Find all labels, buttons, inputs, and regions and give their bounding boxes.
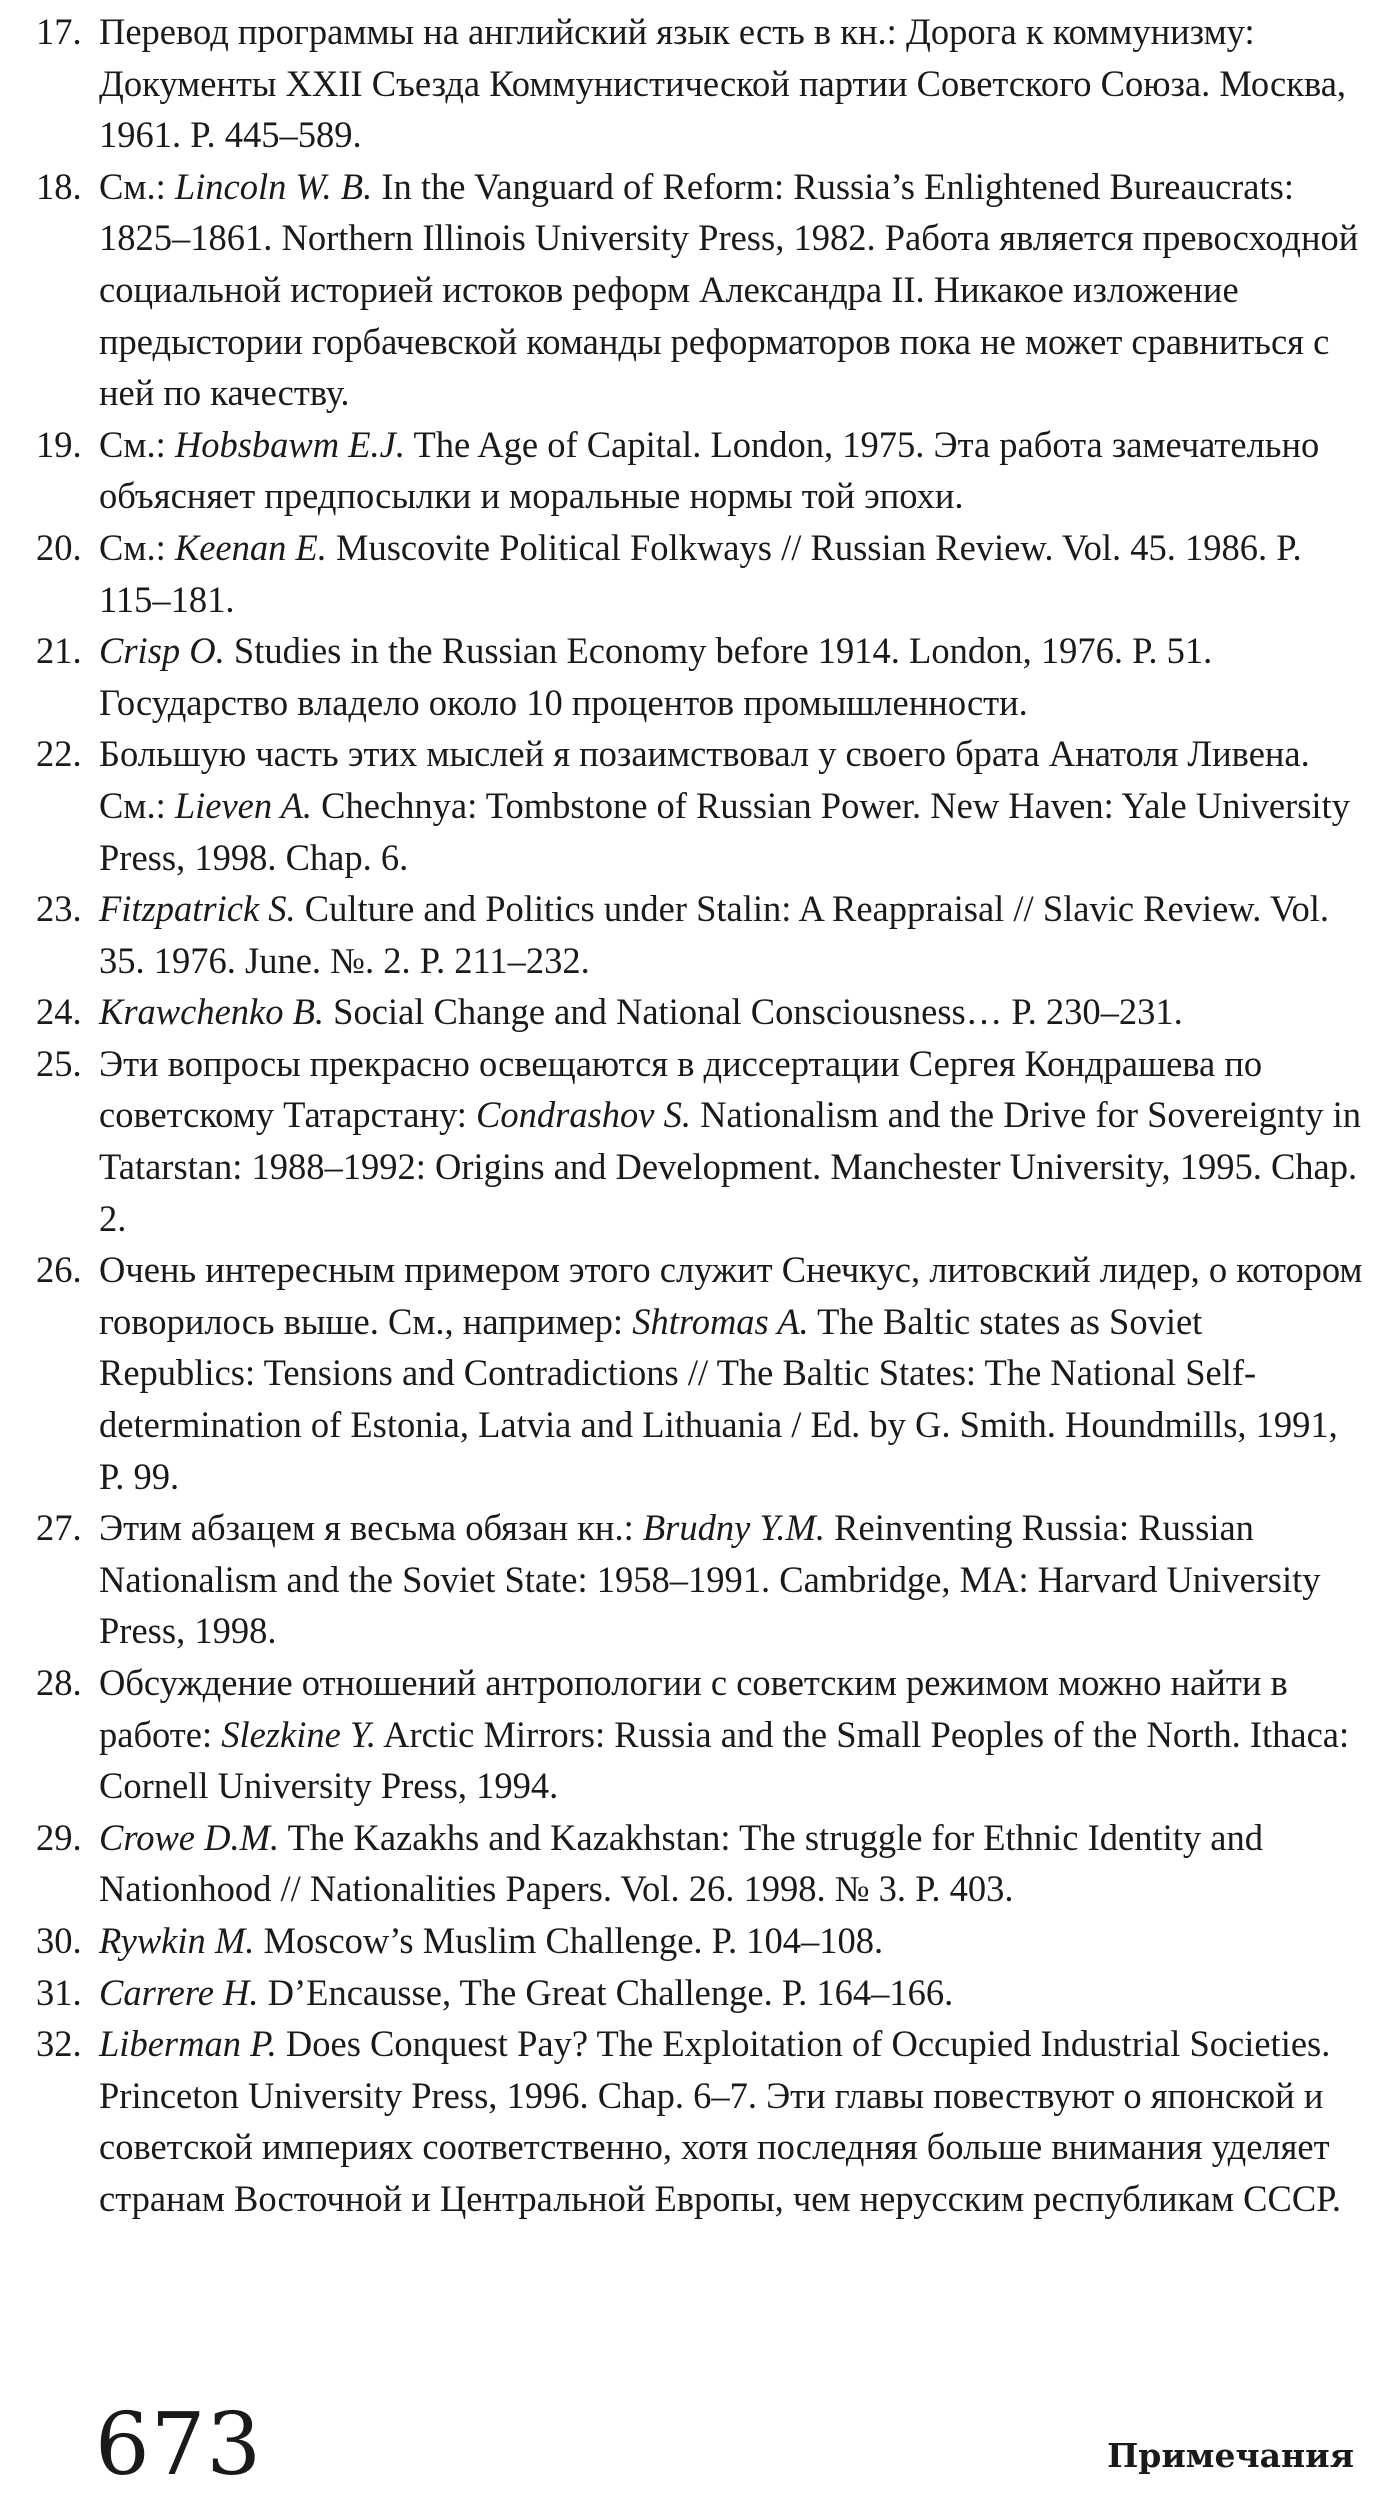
endnote-item: [36, 625, 1366, 728]
endnote-item: [36, 728, 1366, 883]
page-number: 673: [95, 2395, 263, 2495]
endnote-item: [36, 522, 1366, 625]
endnote-number: 27.: [36, 1507, 82, 1549]
author-name: Crowe D.M.: [99, 1816, 280, 1858]
endnote-text-run: Reinventing Russia: Russian Nationalism and the Soviet State: 1958–1991. Cambridge, MA: Harvard University Press, 1998.: [99, 1507, 1321, 1652]
endnote-text: [99, 522, 1366, 625]
endnote-text-run: Muscovite Political Folkways // Russian Review. Vol. 45. 1986. P. 115–181.: [99, 526, 1302, 620]
endnote-text-run: Social Change and National Consciousness… P. 230–231.: [324, 991, 1183, 1033]
running-title: Примечания: [1107, 2436, 1354, 2475]
endnote-text: [99, 986, 1366, 1038]
endnote-item: [36, 1244, 1366, 1502]
endnote-number: 23.: [36, 888, 82, 930]
author-name: Fitzpatrick S.: [99, 888, 296, 930]
endnote-item: [36, 1915, 1366, 1967]
endnote-text-run: Очень интересным примером этого служит Снечкус, литовский лидер, о котором говорилось выше. См., например:: [99, 1249, 1363, 1342]
endnote-text-run: Does Conquest Pay? The Exploitation of Occupied Industrial Societies. Princeton University Press, 1996. Chap. 6–7. Эти главы повествуют о японской и советской империях соответственно, хотя последняя больше внимания уделяет странам Восточной и Центральной Европы, чем нерусским республикам СССР.: [99, 2023, 1342, 2219]
endnote-text-run: Эти вопросы прекрасно освещаются в диссертации Сергея Кондрашева по советскому Татарстану:: [99, 1042, 1263, 1136]
endnote-number: 28.: [36, 1662, 82, 1703]
endnote-text-run: Nationalism and the Drive for Sovereignty in Tatarstan: 1988–1992: Origins and Development. Manchester University, 1995. Chap. 2.: [99, 1094, 1362, 1239]
endnote-number: 19.: [36, 423, 82, 465]
author-name: Lieven A.: [174, 784, 313, 826]
author-name: Brudny Y.M.: [642, 1507, 826, 1549]
endnote-text-run: The Age of Capital. London, 1975. Эта работа замечательно объясняет предпосылки и моральные нормы той эпохи.: [99, 423, 1320, 517]
endnote-text-run: D’Encausse, The Great Challenge. P. 164–166.: [258, 1971, 954, 2013]
author-name: Lincoln W. B.: [174, 165, 373, 207]
author-name: Krawchenko B.: [99, 991, 325, 1033]
author-name: Keenan E.: [174, 526, 327, 568]
endnote-number: 32.: [36, 2023, 82, 2065]
endnote-text-run: Этим абзацем я весьма обязан кн.:: [99, 1507, 643, 1549]
endnote-item: [36, 1502, 1366, 1657]
endnote-text: [99, 1038, 1366, 1244]
page-footer: [0, 2395, 1398, 2495]
endnote-number: 26.: [36, 1249, 82, 1291]
endnote-text: [99, 161, 1366, 419]
endnote-text-run: Chechnya: Tombstone of Russian Power. New Haven: Yale University Press, 1998. Chap. 6.: [99, 784, 1350, 878]
endnote-item: [36, 883, 1366, 986]
endnote-number: 25.: [36, 1042, 82, 1084]
endnote-number: 17.: [36, 11, 82, 52]
endnote-text: [99, 1812, 1366, 1915]
endnote-text-run: Moscow’s Muslim Challenge. P. 104–108.: [254, 1919, 884, 1961]
endnote-text-run: Обсуждение отношений антропологии с советским режимом можно найти в работе:: [99, 1662, 1288, 1755]
endnote-item: [36, 6, 1366, 161]
endnote-text-run: См.:: [99, 423, 175, 465]
endnote-text: [99, 728, 1366, 883]
endnote-text: [99, 1657, 1366, 1812]
endnote-text: [99, 6, 1366, 161]
endnote-number: 20.: [36, 526, 82, 568]
endnote-text: [99, 1915, 1366, 1967]
endnote-text-run: In the Vanguard of Reform: Russia’s Enlightened Bureaucrats: 1825–1861. Northern Illinois University Press, 1982. Работа является превосходной социальной историей истоков реформ Александра II. Никакое изложение предыстории горбачевской команды реформаторов пока не может сравниться с ней по качеству.: [99, 165, 1359, 414]
endnote-number: 18.: [36, 165, 82, 207]
endnote-item: [36, 419, 1366, 522]
endnote-number: 24.: [36, 991, 82, 1033]
endnote-item: [36, 2018, 1366, 2224]
endnote-text: [99, 419, 1366, 522]
endnote-text-run: Arctic Mirrors: Russia and the Small Peoples of the North. Ithaca: Cornell University Press, 1994.: [99, 1713, 1350, 1807]
endnote-text-run: Большую часть этих мыслей я позаимствовал у своего брата Анатоля Ливена. См.:: [99, 733, 1310, 826]
endnote-number: 22.: [36, 733, 82, 775]
author-name: Shtromas A.: [632, 1300, 809, 1342]
author-name: Crisp O.: [99, 630, 225, 672]
endnote-item: [36, 1967, 1366, 2019]
author-name: Slezkine Y.: [221, 1713, 377, 1755]
endnote-text-run: См.:: [99, 526, 175, 568]
endnote-text-run: См.:: [99, 165, 175, 207]
endnote-text-run: The Kazakhs and Kazakhstan: The struggle for Ethnic Identity and Nationhood // Nationalities Papers. Vol. 26. 1998. № 3. P. 403.: [99, 1816, 1263, 1910]
endnote-text: [99, 1967, 1366, 2019]
endnote-text: [99, 1502, 1366, 1657]
endnote-text: [99, 1244, 1366, 1502]
endnote-item: [36, 161, 1366, 419]
endnote-text-run: Перевод программы на английский язык есть в кн.: Дорога к коммунизму: Документы XXII Съезда Коммунистической партии Советского Союза. Москва, 1961. P. 445–589.: [99, 11, 1347, 156]
endnote-text-run: Studies in the Russian Economy before 1914. London, 1976. P. 51. Государство владело около 10 процентов промышленности.: [99, 630, 1213, 723]
endnote-text: [99, 883, 1366, 986]
endnote-text-run: Culture and Politics under Stalin: A Reappraisal // Slavic Review. Vol. 35. 1976. June. №. 2. P. 211–232.: [99, 888, 1330, 981]
author-name: Condrashov S.: [476, 1094, 691, 1136]
endnote-item: [36, 1038, 1366, 1244]
endnotes-list: [36, 6, 1366, 2225]
endnote-number: 31.: [36, 1971, 82, 2013]
author-name: Hobsbawm E.J.: [174, 423, 405, 465]
endnote-number: 29.: [36, 1816, 82, 1858]
endnote-item: [36, 986, 1366, 1038]
author-name: Liberman P.: [99, 2023, 277, 2065]
endnote-text-run: The Baltic states as Soviet Republics: Tensions and Contradictions // The Baltic States: The National Self-determination of Estonia, Latvia and Lithuania / Ed. by G. Smith. Houndmills, 1991, P. 99.: [99, 1300, 1338, 1497]
endnote-text: [99, 625, 1366, 728]
endnote-number: 21.: [36, 630, 82, 672]
endnote-text: [99, 2018, 1366, 2224]
endnote-number: 30.: [36, 1919, 82, 1961]
author-name: Carrere H.: [99, 1971, 259, 2013]
endnote-item: [36, 1657, 1366, 1812]
endnote-item: [36, 1812, 1366, 1915]
author-name: Rywkin M.: [99, 1919, 255, 1961]
